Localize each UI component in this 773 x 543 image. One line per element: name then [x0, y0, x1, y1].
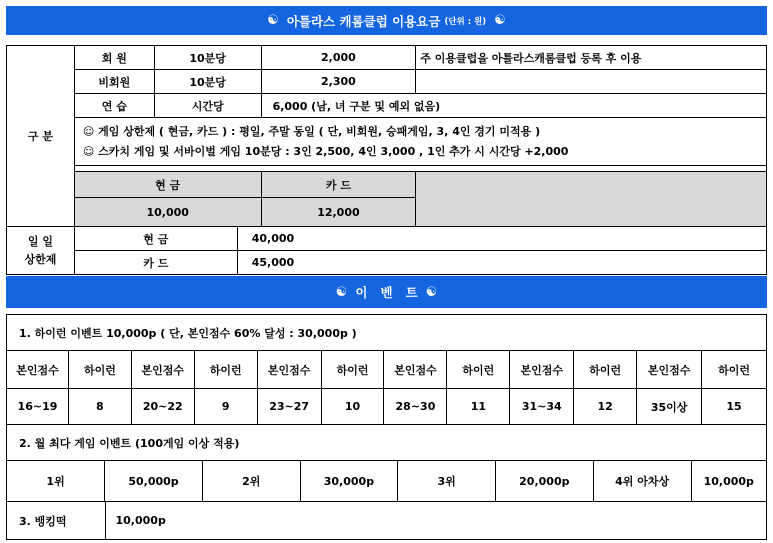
run-cell: 9: [194, 389, 257, 425]
rank-cell: 3위: [398, 461, 496, 501]
score-header: 본인점수: [131, 351, 194, 389]
note-cell: 주 이용클럽을 아틀라스캐롬클럽 등록 후 이용: [416, 46, 767, 70]
event-title: 이 벤 트: [355, 285, 418, 300]
page-title: 아틀라스 캐롬클럽 이용요금: [286, 13, 441, 29]
run-header: 하이런: [574, 351, 637, 389]
run-cell: 10: [321, 389, 384, 425]
notes-cell: [74, 118, 766, 166]
score-header: 본인점수: [7, 351, 69, 389]
value-cell: 40,000: [237, 227, 766, 251]
score-cell: 28~30: [384, 389, 447, 425]
table-row: [7, 227, 767, 251]
table-row: [7, 70, 767, 94]
price-cell: 6,000 (남, 녀 구분 및 예외 없음): [261, 94, 766, 118]
type-cell: 연 습: [74, 94, 154, 118]
yin-yang-icon: ☯: [335, 284, 348, 300]
score-cell: 31~34: [510, 389, 574, 425]
banking-row: [7, 502, 766, 539]
daily-cap-label: 일 일 상한제: [7, 227, 75, 275]
run-cell: 12: [574, 389, 637, 425]
score-cell: 35이상: [637, 389, 702, 425]
score-cell: 23~27: [257, 389, 321, 425]
score-header: 본인점수: [384, 351, 447, 389]
score-cell: 16~19: [7, 389, 69, 425]
type-cell: 비회원: [74, 70, 154, 94]
scotch-note: ☺ 스카치 게임 및 서바이벌 게임 10분당 : 3인 2,500, 4인 3,000 , 1인 추가 시 시간당 +2,000: [82, 144, 569, 158]
score-cell: 20~22: [131, 389, 194, 425]
pricing-table: [6, 45, 767, 227]
highrun-title: 1. 하이런 이벤트 10,000p ( 단, 본인점수 60% 달성 : 30,000p ): [7, 315, 767, 351]
rank-cell: 2위: [202, 461, 300, 501]
note-cell: [416, 70, 767, 94]
price-cell: 2,000: [261, 46, 416, 70]
prize-cell: 50,000p: [105, 461, 203, 501]
type-cell: 현 금: [74, 227, 237, 251]
banking-value: 10,000p: [105, 502, 766, 539]
run-header: 하이런: [702, 351, 767, 389]
prize-cell: 10,000p: [691, 461, 766, 501]
prize-cell: 20,000p: [495, 461, 593, 501]
unit-cell: 10분당: [154, 46, 261, 70]
score-header: 본인점수: [510, 351, 574, 389]
table-row: [7, 315, 767, 351]
value-cell: 45,000: [237, 251, 766, 275]
unit-cell: 10분당: [154, 70, 261, 94]
section-label: 구 분: [7, 46, 75, 227]
monthly-title: 2. 월 최다 게임 이벤트 (100게임 이상 적용): [7, 425, 767, 461]
events-table: [6, 314, 767, 540]
cap-cash-header: 현 금: [74, 172, 261, 198]
unit-cell: 시간당: [154, 94, 261, 118]
title-bar: [6, 6, 767, 35]
run-header: 하이런: [68, 351, 131, 389]
cap-card-header: 카 드: [261, 172, 416, 198]
run-cell: 15: [702, 389, 767, 425]
run-header: 하이런: [194, 351, 257, 389]
table-row: [7, 351, 767, 389]
table-row: [7, 46, 767, 70]
table-row: [7, 172, 767, 198]
yin-yang-icon: ☯: [494, 13, 506, 28]
table-row: [7, 118, 767, 166]
rank-cell: 1위: [7, 461, 105, 501]
price-cell: 2,300: [261, 70, 416, 94]
run-cell: 11: [447, 389, 510, 425]
cap-note: ☺ 게임 상한제 ( 현금, 카드 ) : 평일, 주말 동일 ( 단, 비회원, 승패게임, 3, 4인 경기 미적용 ): [82, 124, 541, 138]
unit-note: (단위 : 원): [444, 16, 487, 27]
table-row: [7, 461, 767, 502]
prize-cell: 30,000p: [300, 461, 398, 501]
table-row: [7, 502, 767, 540]
run-cell: 8: [68, 389, 131, 425]
yin-yang-icon: ☯: [267, 13, 279, 28]
monthly-ranks: [7, 461, 766, 501]
table-row: [7, 251, 767, 275]
cap-card-value: 12,000: [261, 198, 416, 227]
rank-cell: 4위 아차상: [593, 461, 691, 501]
score-header: 본인점수: [637, 351, 702, 389]
yin-yang-icon: ☯: [425, 284, 438, 300]
event-bar: [6, 276, 767, 308]
cap-blank: [416, 172, 767, 227]
daily-cap-table: [6, 226, 767, 275]
score-header: 본인점수: [257, 351, 321, 389]
type-cell: 회 원: [74, 46, 154, 70]
table-row: [7, 389, 767, 425]
type-cell: 카 드: [74, 251, 237, 275]
cap-cash-value: 10,000: [74, 198, 261, 227]
table-row: [7, 425, 767, 461]
run-header: 하이런: [321, 351, 384, 389]
banking-title: 3. 뱅킹떡: [7, 502, 105, 539]
table-row: [7, 94, 767, 118]
run-header: 하이런: [447, 351, 510, 389]
